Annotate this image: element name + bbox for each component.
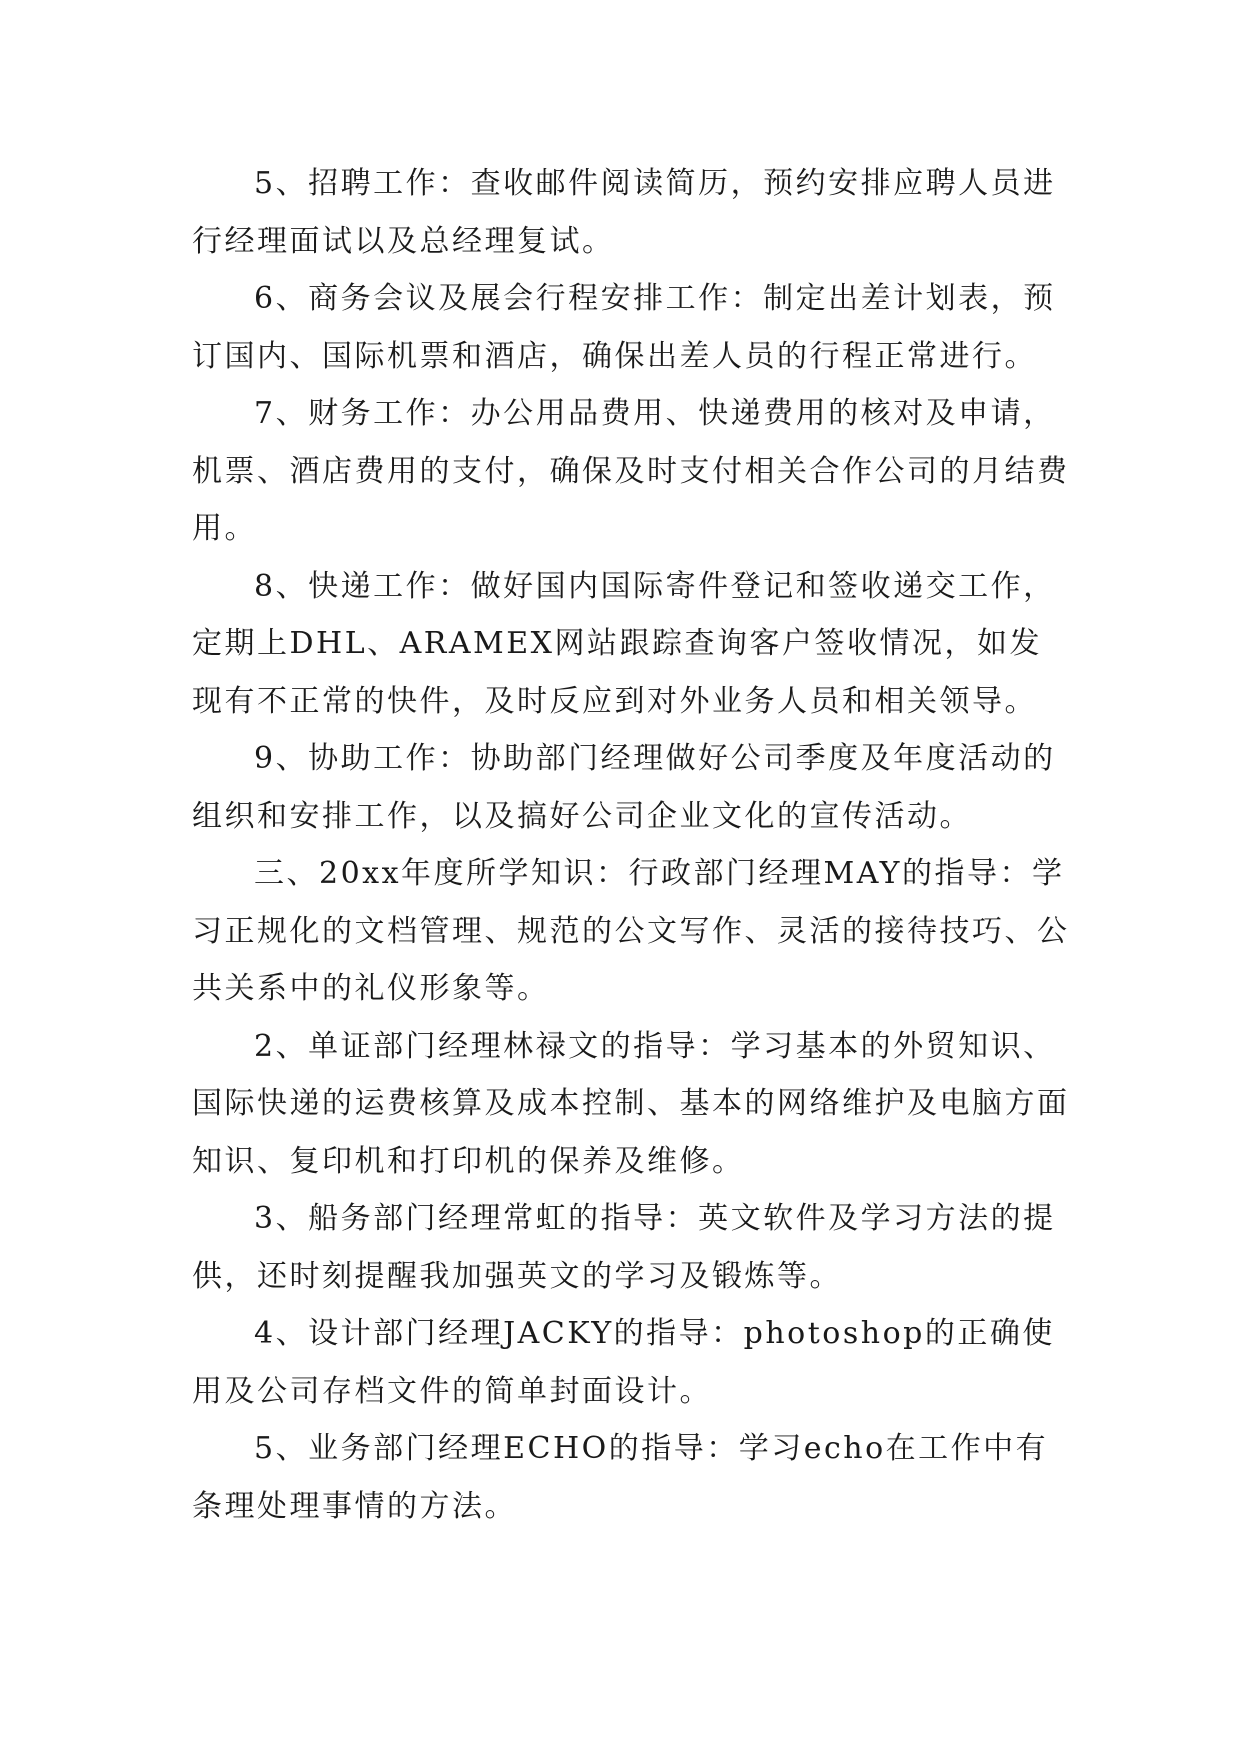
paragraph: 9、协助工作：协助部门经理做好公司季度及年度活动的组织和安排工作，以及搞好公司企业文化的宣传活动。 [192, 741, 1056, 834]
document-body [192, 155, 1072, 1535]
paragraph: 4、设计部门经理JACKY的指导：photoshop的正确使用及公司存档文件的简单封面设计。 [192, 1316, 1055, 1409]
paragraph: 2、单证部门经理林禄文的指导：学习基本的外贸知识、国际快递的运费核算及成本控制、基本的网络维护及电脑方面知识、复印机和打印机的保养及维修。 [192, 1028, 1070, 1179]
paragraph: 7、财务工作：办公用品费用、快递费用的核对及申请，机票、酒店费用的支付，确保及时支付相关合作公司的月结费用。 [192, 396, 1070, 546]
paragraph: 三、20xx年度所学知识：行政部门经理MAY的指导：学习正规化的文档管理、规范的公文写作、灵活的接待技巧、公共关系中的礼仪形象等。 [192, 856, 1070, 1006]
paragraph: 8、快递工作：做好国内国际寄件登记和签收递交工作，定期上DHL、ARAMEX网站跟踪查询客户签收情况，如发现有不正常的快件，及时反应到对外业务人员和相关领导。 [192, 568, 1056, 719]
paragraph: 5、业务部门经理ECHO的指导：学习echo在工作中有条理处理事情的方法。 [192, 1431, 1049, 1524]
paragraph: 3、船务部门经理常虹的指导：英文软件及学习方法的提供，还时刻提醒我加强英文的学习及锻炼等。 [192, 1201, 1056, 1294]
paragraph: 5、招聘工作：查收邮件阅读简历，预约安排应聘人员进行经理面试以及总经理复试。 [192, 166, 1056, 259]
paragraph: 6、商务会议及展会行程安排工作：制定出差计划表，预订国内、国际机票和酒店，确保出差人员的行程正常进行。 [192, 281, 1056, 374]
